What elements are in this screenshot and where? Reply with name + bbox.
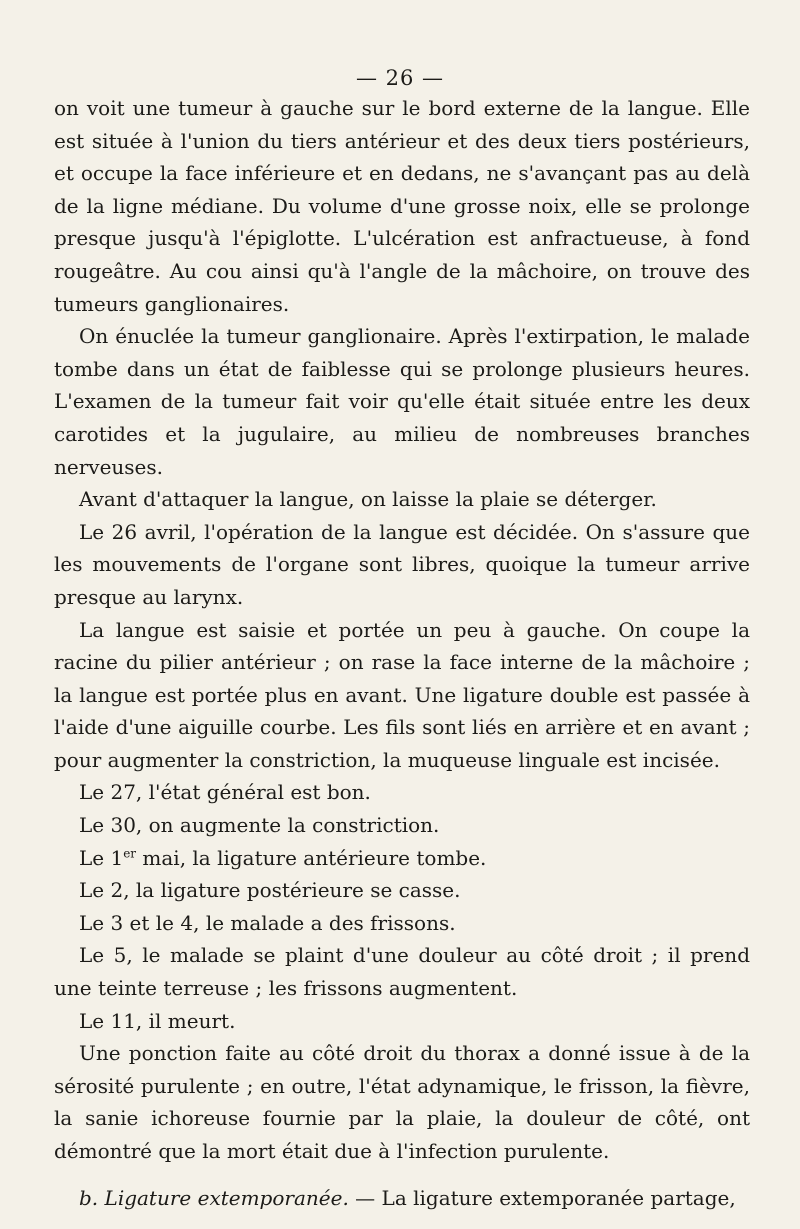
paragraph-operation-procedure: La langue est saisie et portée un peu à gauche. On coupe la racine du pilier antérieur ; on rase la face interne de la mâchoire ; la langue est portée plus en avant. Une ligature double est passée à l'aide d'une aiguille courbe. Les fils sont liés en arrière et en avant ; pour augmenter la constriction, la muqueuse linguale est incisée.: [54, 617, 750, 772]
paragraph-may-1: [54, 842, 750, 875]
may-1-prefix: Le 1: [79, 845, 124, 870]
may-1-rest: mai, la ligature antérieure tombe.: [136, 845, 487, 870]
paragraph-may-2: Le 2, la ligature postérieure se casse.: [79, 878, 461, 903]
ordinal-suffix: er: [123, 846, 137, 860]
section-dash: —: [348, 1185, 382, 1210]
paragraph-autopsy-conclusion: Une ponction faite au côté droit du thorax a donné issue à de la sérosité purulente ; en outre, l'état adynamique, le frisson, la fièvre, la sanie ichoreuse fournie par la plaie, la douleur de côté, ont démontré que la mort était due à l'infection purulente.: [54, 1041, 750, 1163]
paragraph-day-30: Le 30, on augmente la constriction.: [79, 813, 440, 838]
page-number: — 26 —: [355, 66, 445, 90]
paragraph-tumor-description: on voit une tumeur à gauche sur le bord externe de la langue. Elle est située à l'union du tiers antérieur et des deux tiers postérieurs, et occupe la face inférieure et en dedans, ne s'avançant pas au delà de la ligne médiane. Du volume d'une grosse noix, elle se prolonge presque jusqu'à l'épiglotte. L'ulcération est anfractueuse, à fond rougeâtre. Au cou ainsi qu'à l'angle de la mâchoire, on trouve des tumeurs ganglionaires.: [54, 96, 750, 316]
section-heading: [54, 1182, 750, 1215]
paragraph-may-3-4: Le 3 et le 4, le malade a des frissons.: [79, 910, 456, 935]
body-text: [54, 92, 750, 1214]
section-text: La ligature extemporanée partage,: [381, 1185, 736, 1210]
paragraph-day-27: Le 27, l'état général est bon.: [79, 780, 371, 805]
paragraph-operation-decided: Le 26 avril, l'opération de la langue est décidée. On s'assure que les mouvements de l'organe sont libres, quoique la tumeur arrive presque au larynx.: [54, 519, 750, 609]
paragraph-wound-cleaning: Avant d'attaquer la langue, on laisse la plaie se déterger.: [79, 487, 657, 512]
section-number: b.: [79, 1185, 99, 1210]
section-title: Ligature extemporanée.: [104, 1185, 349, 1210]
paragraph-may-11: Le 11, il meurt.: [79, 1008, 236, 1033]
paragraph-ganglion-enucleation: On énuclée la tumeur ganglionaire. Après l'extirpation, le malade tombe dans un état de faiblesse qui se prolonge plusieurs heures. L'examen de la tumeur fait voir qu'elle était située entre les deux carotides et la jugulaire, au milieu de nombreuses branches nerveuses.: [54, 324, 750, 479]
paragraph-may-5: Le 5, le malade se plaint d'une douleur au côté droit ; il prend une teinte terreuse ; les frissons augmentent.: [54, 943, 750, 1001]
